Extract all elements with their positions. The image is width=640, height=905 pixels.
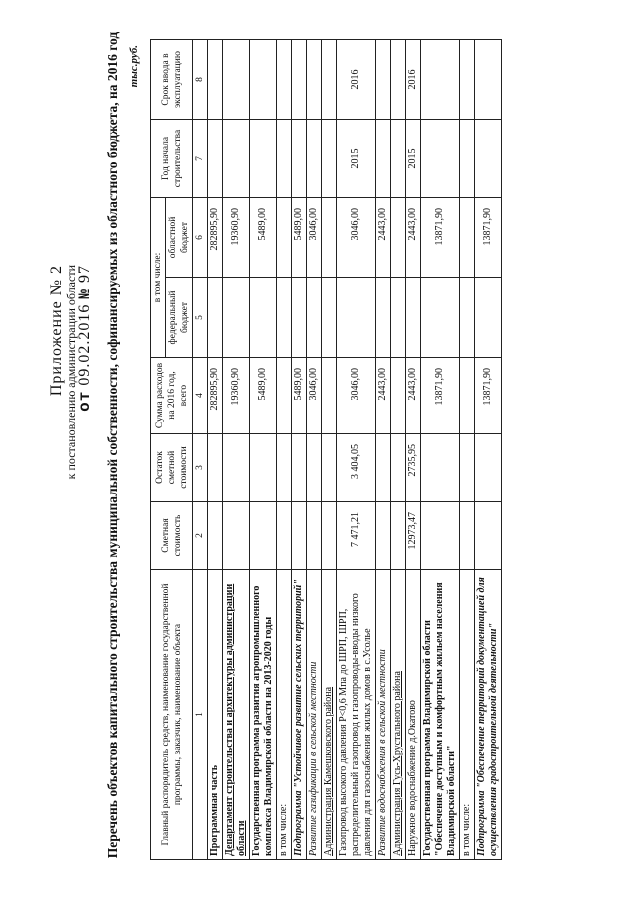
row-value-cell-c6: 13871,90: [475, 198, 502, 278]
row-value-cell-c6: [391, 198, 406, 278]
appendix-number: 97: [76, 265, 93, 283]
row-value-cell-c5: [475, 278, 502, 358]
appendix-title: Приложение № 2: [48, 265, 65, 397]
row-value-cell-c4: [277, 358, 292, 434]
row-value-cell-c4: 13871,90: [475, 358, 502, 434]
header-col8: Срок ввода в эксплуатацию: [151, 40, 193, 120]
table-body: [208, 40, 502, 860]
row-value-cell-c4: 282895,90: [208, 358, 223, 434]
document-title: Перечень объектов капитального строительства муниципальной собственности, софинансируемых из областного бюджета, на 2016 год: [105, 31, 120, 859]
row-value-cell-c6: [460, 198, 475, 278]
row-value-cell-c2: 7 471,21: [337, 502, 376, 570]
row-value-cell-c5: [376, 278, 391, 358]
row-value-cell-c5: [277, 278, 292, 358]
table-row: [376, 40, 391, 860]
row-value-cell-c8: [391, 40, 406, 120]
column-number: 2: [193, 502, 208, 570]
row-name-cell: Подпрограмма "Устойчивое развитие сельских территорий": [292, 570, 307, 860]
row-value-cell-c3: [277, 434, 292, 502]
row-value-cell-c8: [421, 40, 460, 120]
row-value-cell-c2: 12973,47: [406, 502, 421, 570]
header-col2: Сметная стоимость: [151, 502, 193, 570]
row-value-cell-c5: [292, 278, 307, 358]
row-value-cell-c3: [223, 434, 250, 502]
row-value-cell-c3: [307, 434, 322, 502]
row-name-cell: Государственная программа Владимирской области "Обеспечение доступным и комфортным жильем населения Владимирской области": [421, 570, 460, 860]
row-value-cell-c3: 2735,95: [406, 434, 421, 502]
row-value-cell-c6: 19360,90: [223, 198, 250, 278]
table-row: [421, 40, 460, 860]
appendix-resolution-line: к постановлению администрации области: [64, 265, 78, 480]
row-value-cell-c2: [223, 502, 250, 570]
row-name-cell: Государственная программа развития агропромышленного комплекса Владимирской области на 2013-2020 годы: [250, 570, 277, 860]
objects-table: [150, 39, 502, 860]
row-name-cell: Подпрограмма "Обеспечение территорий документацией для осуществления градостроительной деятельности": [475, 570, 502, 860]
appendix-date-line: [78, 265, 92, 479]
column-number: 1: [193, 570, 208, 860]
row-value-cell-c6: 2443,00: [406, 198, 421, 278]
table-row: [307, 40, 322, 860]
header-col6: областной бюджет: [166, 198, 193, 278]
row-value-cell-c8: [223, 40, 250, 120]
table-row: [322, 40, 337, 860]
row-value-cell-c8: 2016: [337, 40, 376, 120]
row-value-cell-c4: 3046,00: [307, 358, 322, 434]
row-value-cell-c5: [307, 278, 322, 358]
row-value-cell-c4: 2443,00: [406, 358, 421, 434]
row-value-cell-c7: [475, 120, 502, 198]
appendix-prefix: от: [76, 390, 94, 412]
row-value-cell-c5: [250, 278, 277, 358]
row-value-cell-c2: [460, 502, 475, 570]
header-row: [151, 40, 166, 860]
row-value-cell-c4: 3046,00: [337, 358, 376, 434]
row-value-cell-c5: [337, 278, 376, 358]
row-value-cell-c6: 3046,00: [337, 198, 376, 278]
row-value-cell-c3: [322, 434, 337, 502]
row-value-cell-c8: [460, 40, 475, 120]
table-row: [223, 40, 250, 860]
row-value-cell-c2: [292, 502, 307, 570]
row-value-cell-c7: [391, 120, 406, 198]
row-value-cell-c4: [322, 358, 337, 434]
row-value-cell-c6: 282895,90: [208, 198, 223, 278]
column-numbers-row: [193, 40, 208, 860]
row-value-cell-c2: [322, 502, 337, 570]
row-value-cell-c2: [250, 502, 277, 570]
row-name-cell: Развитие газификации в сельской местности: [307, 570, 322, 860]
row-value-cell-c2: [307, 502, 322, 570]
row-value-cell-c4: 2443,00: [376, 358, 391, 434]
row-name-cell: Программная часть: [208, 570, 223, 860]
row-value-cell-c4: 13871,90: [421, 358, 460, 434]
header-col4: Сумма расходов на 2016 год, всего: [151, 358, 193, 434]
row-value-cell-c4: [460, 358, 475, 434]
row-value-cell-c2: [421, 502, 460, 570]
row-value-cell-c7: [307, 120, 322, 198]
column-number: 5: [193, 278, 208, 358]
row-value-cell-c5: [208, 278, 223, 358]
table-row: [250, 40, 277, 860]
column-number: 3: [193, 434, 208, 502]
row-value-cell-c7: [322, 120, 337, 198]
header-including: в том числе:: [151, 198, 166, 358]
row-value-cell-c6: [322, 198, 337, 278]
row-value-cell-c4: 19360,90: [223, 358, 250, 434]
row-value-cell-c5: [322, 278, 337, 358]
appendix-number-sign: №: [76, 288, 94, 299]
appendix-header: [50, 265, 92, 479]
column-number: 6: [193, 198, 208, 278]
appendix-date: 09.02.2016: [76, 303, 93, 386]
row-value-cell-c2: [475, 502, 502, 570]
row-name-cell: Администрация Камешковского района: [322, 570, 337, 860]
row-value-cell-c7: 2015: [406, 120, 421, 198]
row-name-cell: Администрация Гусь-Хрустального района: [391, 570, 406, 860]
row-value-cell-c6: [277, 198, 292, 278]
header-col3: Остаток сметной стоимости: [151, 434, 193, 502]
row-value-cell-c3: [376, 434, 391, 502]
row-value-cell-c3: [250, 434, 277, 502]
table-row: [277, 40, 292, 860]
row-value-cell-c6: 2443,00: [376, 198, 391, 278]
row-value-cell-c6: 13871,90: [421, 198, 460, 278]
table-row: [208, 40, 223, 860]
row-value-cell-c7: [292, 120, 307, 198]
table-row: [475, 40, 502, 860]
row-value-cell-c6: 5489,00: [292, 198, 307, 278]
row-value-cell-c7: 2015: [337, 120, 376, 198]
table-row: [337, 40, 376, 860]
row-value-cell-c3: [460, 434, 475, 502]
row-value-cell-c7: [460, 120, 475, 198]
row-value-cell-c3: [475, 434, 502, 502]
row-value-cell-c7: [250, 120, 277, 198]
row-value-cell-c3: [391, 434, 406, 502]
row-name-cell: Департамент строительства и архитектуры администрации области: [223, 570, 250, 860]
row-value-cell-c5: [406, 278, 421, 358]
header-col7: Год начала строительства: [151, 120, 193, 198]
units-label: тыс.руб.: [128, 45, 140, 88]
row-value-cell-c8: [208, 40, 223, 120]
row-name-cell: Наружное водоснабжение д.Окатово: [406, 570, 421, 860]
row-value-cell-c8: [322, 40, 337, 120]
row-value-cell-c7: [208, 120, 223, 198]
row-value-cell-c5: [460, 278, 475, 358]
row-value-cell-c7: [277, 120, 292, 198]
row-value-cell-c8: [376, 40, 391, 120]
row-value-cell-c2: [277, 502, 292, 570]
row-value-cell-c8: [250, 40, 277, 120]
row-value-cell-c3: [421, 434, 460, 502]
row-value-cell-c3: 3 404,05: [337, 434, 376, 502]
column-number: 7: [193, 120, 208, 198]
row-value-cell-c8: [292, 40, 307, 120]
column-number: 8: [193, 40, 208, 120]
row-value-cell-c7: [421, 120, 460, 198]
header-col1: Главный распорядитель средств, наименование государственной программы, заказчик, наименование объекта: [151, 570, 193, 860]
row-value-cell-c7: [376, 120, 391, 198]
header-col5: федеральный бюджет: [166, 278, 193, 358]
table-row: [391, 40, 406, 860]
table-row: [460, 40, 475, 860]
row-value-cell-c2: [208, 502, 223, 570]
row-name-cell: в том числе:: [277, 570, 292, 860]
row-value-cell-c5: [391, 278, 406, 358]
row-name-cell: Развитие водоснабжения в сельской местности: [376, 570, 391, 860]
row-value-cell-c2: [376, 502, 391, 570]
row-value-cell-c5: [421, 278, 460, 358]
row-value-cell-c8: [277, 40, 292, 120]
row-value-cell-c8: [307, 40, 322, 120]
table-row: [406, 40, 421, 860]
row-name-cell: Газопровод высокого давления Р<0,6 Мпа до ШРП, ШРП, распределительный газопровод и газопроводы-вводы низкого давления для газоснабжения жилых домов в с.Усолье: [337, 570, 376, 860]
row-value-cell-c8: [475, 40, 502, 120]
row-value-cell-c5: [223, 278, 250, 358]
row-value-cell-c7: [223, 120, 250, 198]
row-value-cell-c8: 2016: [406, 40, 421, 120]
row-value-cell-c4: [391, 358, 406, 434]
row-value-cell-c3: [292, 434, 307, 502]
row-value-cell-c4: 5489,00: [292, 358, 307, 434]
row-value-cell-c6: 3046,00: [307, 198, 322, 278]
row-name-cell: в том числе:: [460, 570, 475, 860]
row-value-cell-c4: 5489,00: [250, 358, 277, 434]
row-value-cell-c2: [391, 502, 406, 570]
row-value-cell-c3: [208, 434, 223, 502]
row-value-cell-c6: 5489,00: [250, 198, 277, 278]
table-row: [292, 40, 307, 860]
column-number: 4: [193, 358, 208, 434]
